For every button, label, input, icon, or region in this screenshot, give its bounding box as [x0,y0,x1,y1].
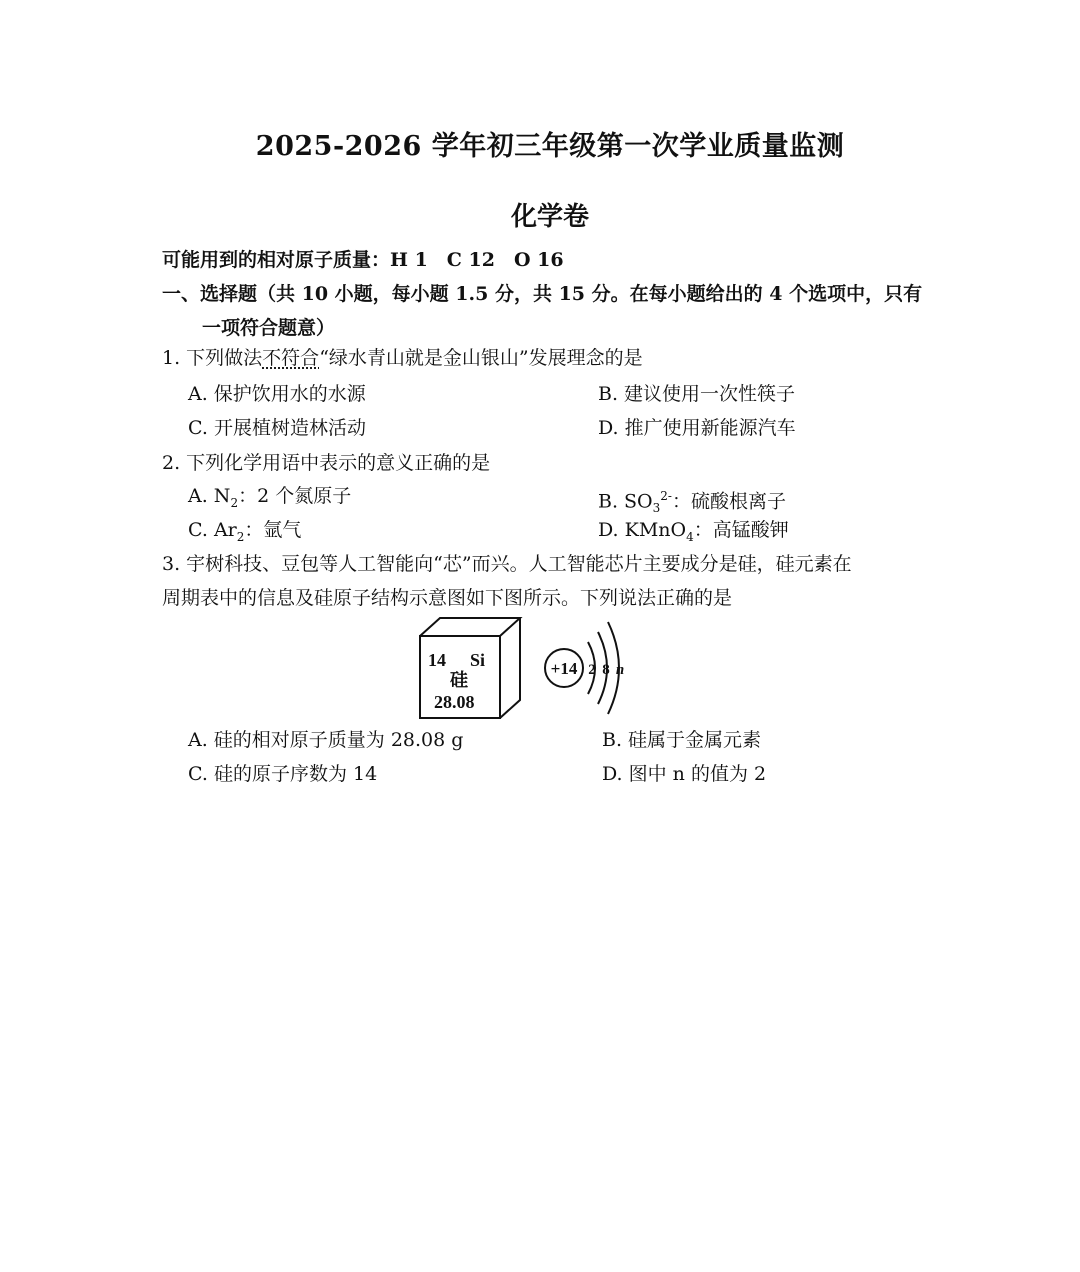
question-3-option-c[interactable]: C. 硅的原子序数为 14 [188,763,378,785]
question-1-option-d[interactable]: D. 推广使用新能源汽车 [598,417,796,439]
question-2-stem: 2. 下列化学用语中表示的意义正确的是 [162,452,491,474]
question-1-option-b[interactable]: B. 建议使用一次性筷子 [598,383,796,405]
question-3-option-d[interactable]: D. 图中 n 的值为 2 [602,763,767,785]
section-heading: 一、选择题（共 10 小题，每小题 1.5 分，共 15 分。在每小题给出的 4 个选项中，只有 [162,283,923,305]
section-heading-cont: 一项符合题意） [202,317,336,339]
question-2-option-b[interactable] [598,484,786,520]
question-2-option-a[interactable] [188,484,351,515]
option-d-subscript: 4 [686,529,694,544]
option-d-text: ：高锰酸钾 [693,519,789,541]
question-1-suffix: “绿水青山就是金山银山”发展理念的是 [319,347,643,369]
option-c-text: ：氩气 [244,519,302,541]
question-1-emphasis: 不符合 [262,347,320,369]
nucleus-charge: +14 [550,659,578,678]
option-b-superscript: 2- [660,489,672,503]
element-atomic-number: 14 [428,650,446,670]
option-b-formula: B. SO [598,490,653,513]
question-3-option-a[interactable]: A. 硅的相对原子质量为 28.08 g [188,729,464,751]
option-b-subscript: 3 [652,501,661,516]
question-3-stem-cont: 周期表中的信息及硅原子结构示意图如下图所示。下列说法正确的是 [162,587,733,609]
shell-2-electrons: 8 [602,662,610,678]
exam-subject: 化学卷 [510,202,589,232]
question-3-stem: 3. 宇树科技、豆包等人工智能向“芯”而兴。人工智能芯片主要成分是硅，硅元素在 [162,553,852,575]
question-1-option-c[interactable]: C. 开展植树造林活动 [188,417,366,439]
option-c-formula: C. Ar [188,519,237,541]
option-a-text: ：2 个氮原子 [238,485,352,507]
question-2-option-c[interactable] [188,518,301,549]
element-atomic-mass: 28.08 [434,692,475,712]
shell-1-electrons: 2 [588,662,596,678]
exam-title: 2025-2026 学年初三年级第一次学业质量监测 [255,131,845,162]
atom-structure-diagram [540,614,640,724]
atomic-masses-note: 可能用到的相对原子质量：H 1 C 12 O 16 [162,249,564,271]
option-d-formula: D. KMnO [598,519,687,541]
question-1-option-a[interactable]: A. 保护饮用水的水源 [188,383,366,405]
shell-3-electrons: n [615,662,625,678]
option-a-subscript: 2 [230,495,239,510]
option-a-formula: A. N [188,485,231,507]
option-c-subscript: 2 [236,529,245,544]
question-1-stem [162,346,643,370]
element-symbol: Si [470,650,486,670]
element-name: 硅 [450,670,468,690]
element-card-top [420,618,520,636]
option-b-text: ：硫酸根离子 [671,490,786,513]
question-1-prefix: 1. 下列做法 [162,347,263,369]
question-3-option-b[interactable]: B. 硅属于金属元素 [602,729,762,751]
atom-structure [540,614,640,728]
question-2-option-d[interactable] [598,518,789,549]
